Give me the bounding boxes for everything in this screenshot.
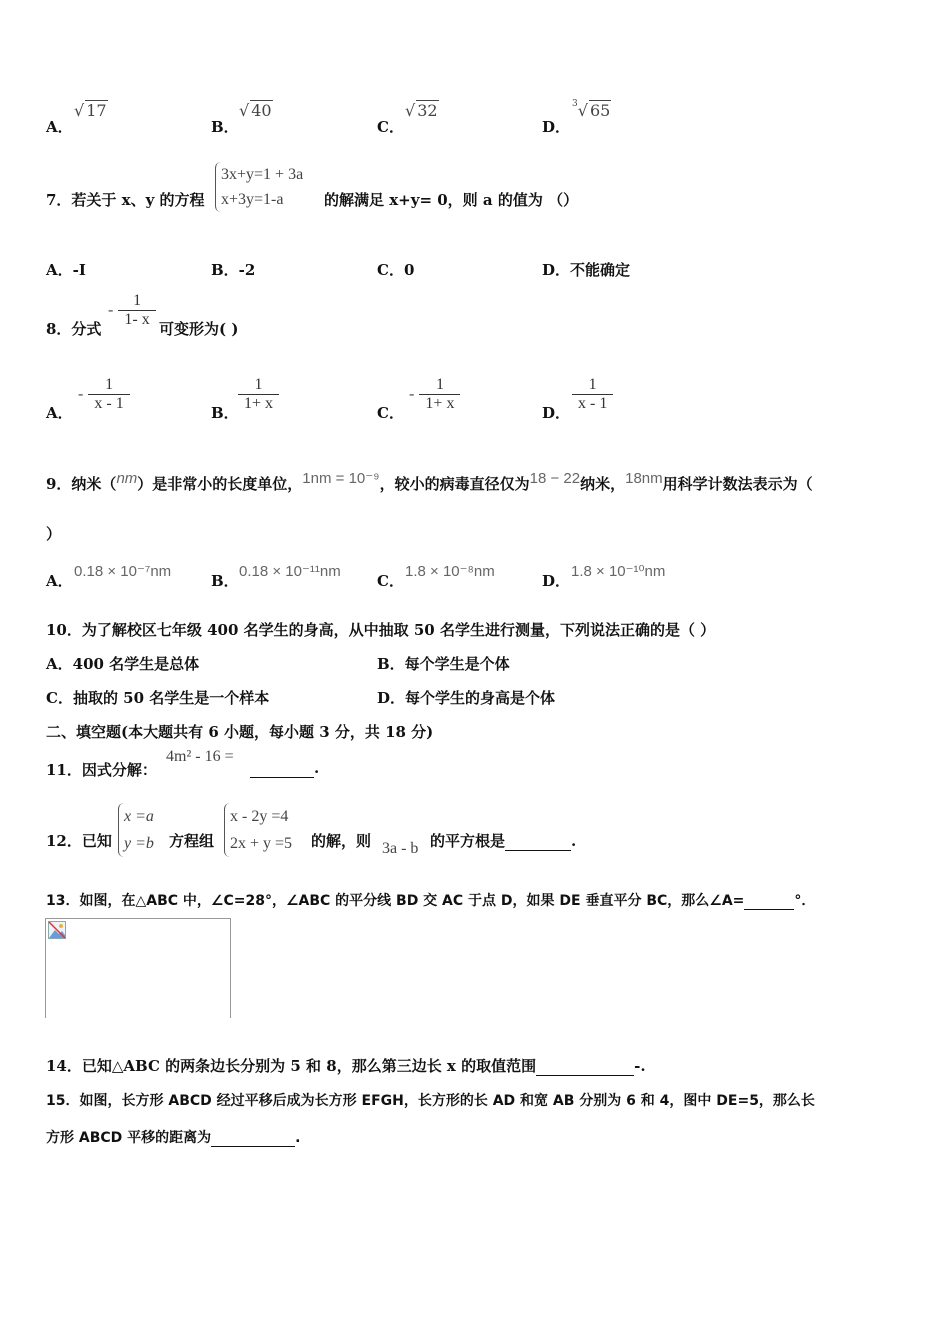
q6-option-c-value: √ 32: [405, 101, 438, 120]
q9-option-b-value: 0.18 × 10⁻¹¹nm: [239, 563, 341, 580]
q13-figure-placeholder: [45, 918, 231, 1018]
q6-option-d-value: $^3$√ 65: [572, 98, 611, 120]
q8-option-c-label: C．: [377, 404, 404, 422]
q7-equation-system: [215, 162, 303, 212]
q9-option-d-value: 1.8 × 10⁻¹⁰nm: [571, 563, 666, 580]
section-heading-fill-in: 二、填空题(本大题共有 6 小题，每小题 3 分，共 18 分): [46, 723, 434, 741]
q7-eq1: 3x+y=1 + 3a: [221, 166, 304, 183]
q9-option-c-label: C．: [377, 572, 404, 590]
q7-option-c: C．0: [377, 261, 415, 279]
q6-option-a-value: √ 17: [74, 101, 107, 120]
q8-stem: 8．分式: [46, 320, 102, 338]
q8-stem-end: 可变形为( ): [159, 320, 239, 338]
q7-stem-end: 的解满足 x+y= 0，则 a 的值为 （）: [324, 191, 579, 209]
q9-option-c-value: 1.8 × 10⁻⁸nm: [405, 563, 495, 580]
q11-stem: 11．因式分解：: [46, 761, 157, 779]
q9-option-a-label: A．: [46, 572, 73, 590]
q11-answer-blank: .: [250, 759, 319, 778]
q12-stem-mid: 方程组: [169, 832, 215, 850]
q6-option-d-label: D．: [542, 118, 571, 136]
q15-stem-line2: 方形 ABCD 平移的距离为 .: [46, 1130, 301, 1146]
q9-option-d-label: D．: [542, 572, 571, 590]
q12-stem: 12．已知: [46, 832, 112, 850]
q13-stem: 13．如图，在△ABC 中，∠C=28°，∠ABC 的平分线 BD 交 AC 于点 D，如果 DE 垂直平分 BC，那么∠A= °．: [46, 893, 816, 909]
q7-option-d: D．不能确定: [542, 261, 631, 279]
q7-option-b: B．-2: [211, 261, 256, 279]
q10-stem: 10．为了解校区七年级 400 名学生的身高，从中抽取 50 名学生进行测量，下列说法正确的是（ ）: [46, 621, 716, 639]
broken-image-icon: [48, 921, 66, 939]
q8-fraction: - $\frac{1}{1- x}$: [108, 292, 156, 329]
q9-stem-end: ）: [46, 525, 62, 543]
q6-option-b-value: √ 40: [239, 101, 272, 120]
q6-option-a-label: A．: [46, 118, 73, 136]
q12-expression: 3a - b: [382, 840, 419, 857]
q7-option-a: A．-I: [46, 261, 86, 279]
q8-option-d-value: $\frac{1}{x - 1}$: [572, 376, 613, 413]
q8-option-a-value: - $\frac{1}{x - 1}$: [78, 376, 130, 413]
q12-stem-3: 的平方根是 .: [430, 832, 577, 850]
q8-option-d-label: D．: [542, 404, 571, 422]
q10-option-a: A．400 名学生是总体: [46, 655, 200, 673]
q8-option-a-label: A．: [46, 404, 73, 422]
q12-stem-2: 的解，则: [311, 832, 372, 850]
q10-option-c: C．抽取的 50 名学生是一个样本: [46, 689, 270, 707]
q9-stem: 9．纳米（nm）是非常小的长度单位，1nm = 10⁻⁹，较小的病毒直径仅为18 − 22纳米，18nm用科学计数法表示为（: [46, 470, 813, 493]
q9-option-a-value: 0.18 × 10⁻⁷nm: [74, 563, 172, 580]
q10-option-b: B．每个学生是个体: [377, 655, 510, 673]
q8-option-b-label: B．: [211, 404, 239, 422]
q6-option-b-label: B．: [211, 118, 239, 136]
q9-option-b-label: B．: [211, 572, 239, 590]
q8-option-c-value: - $\frac{1}{1+ x}$: [409, 376, 460, 413]
q12-solution-system: x =a y =b: [118, 803, 154, 857]
q12-equation-system: x - 2y =4 2x + y =5: [224, 803, 292, 857]
q11-expression: 4m² - 16 =: [166, 748, 234, 765]
q6-option-c-label: C．: [377, 118, 404, 136]
q14-stem: 14．已知△ABC 的两条边长分别为 5 和 8，那么第三边长 x 的取值范围 -.: [46, 1057, 646, 1075]
q8-option-b-value: $\frac{1}{1+ x}$: [238, 376, 279, 413]
q7-stem: 7．若关于 x、y 的方程: [46, 191, 205, 209]
q10-option-d: D．每个学生的身高是个体: [377, 689, 556, 707]
q7-eq2: x+3y=1-a: [221, 191, 284, 208]
q15-stem-line1: 15．如图，长方形 ABCD 经过平移后成为长方形 EFGH，长方形的长 AD 和宽 AB 分别为 6 和 4，图中 DE=5，那么长: [46, 1093, 815, 1109]
